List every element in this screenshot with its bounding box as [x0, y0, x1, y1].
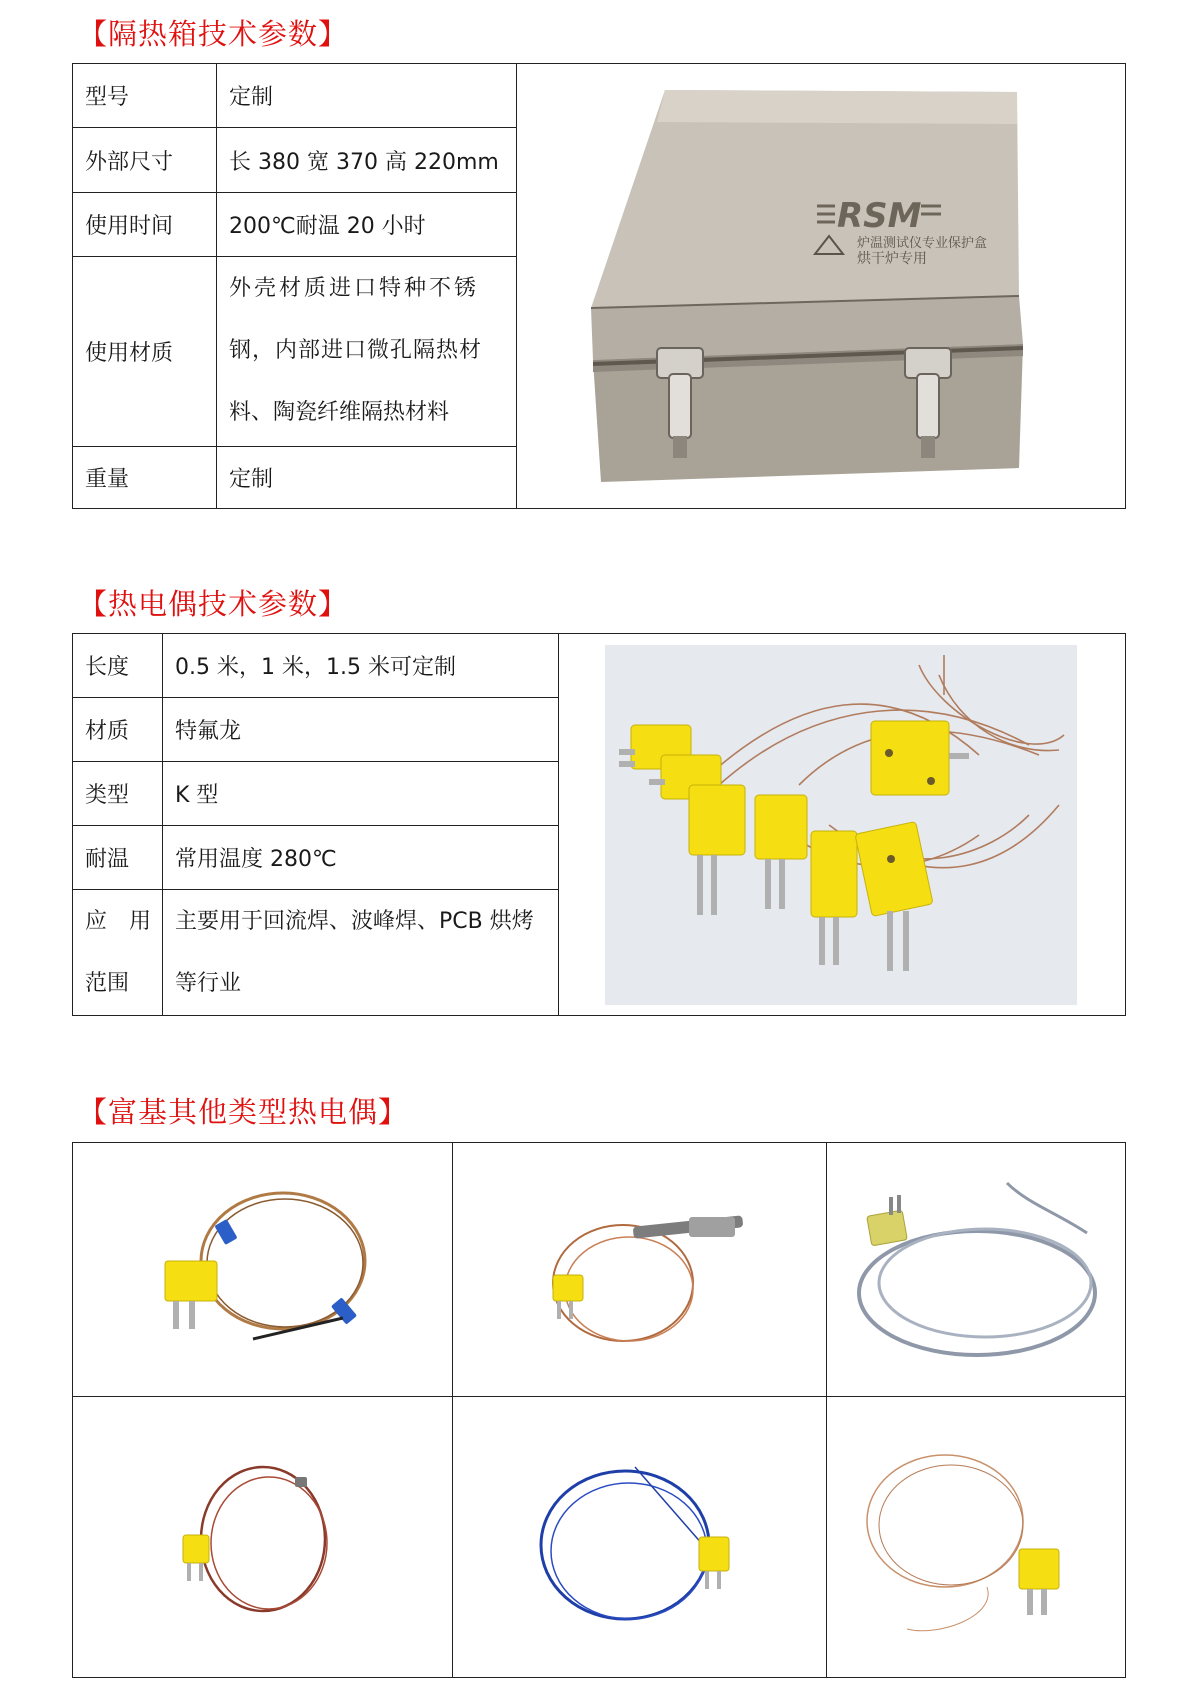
thermocouple-photo-cell	[559, 634, 1126, 1016]
spec-value: 0.5 米，1 米，1.5 米可定制	[163, 634, 559, 698]
spec-label: 材质	[73, 698, 163, 762]
product-cell	[453, 1397, 827, 1678]
thermocouple-image-1	[73, 1143, 453, 1396]
spec-value: K 型	[163, 762, 559, 826]
table-row	[73, 1143, 1126, 1397]
spec-label: 应 用 范围	[73, 890, 163, 1016]
table-row	[73, 1397, 1126, 1678]
thermocouple-image-2	[453, 1143, 827, 1396]
spec-value: 主要用于回流焊、波峰焊、PCB 烘烤 等行业	[163, 890, 559, 1016]
spec-label: 长度	[73, 634, 163, 698]
spec-value: 特氟龙	[163, 698, 559, 762]
spec-value: 定制	[217, 446, 517, 508]
svg-text:炉温测试仪专业保护盒: 炉温测试仪专业保护盒	[857, 236, 988, 251]
thermocouple-spec-table	[72, 633, 1126, 1016]
table-row	[73, 64, 1126, 128]
product-cell	[827, 1397, 1126, 1678]
svg-text:烘干炉专用: 烘干炉专用	[857, 251, 927, 267]
spec-label: 耐温	[73, 826, 163, 890]
spec-label: 类型	[73, 762, 163, 826]
spec-label: 使用时间	[73, 192, 217, 256]
table-row	[73, 634, 1126, 698]
spec-value: 常用温度 280℃	[163, 826, 559, 890]
spec-value: 长 380 宽 370 高 220mm	[217, 128, 517, 192]
insulation-box-image	[517, 64, 1126, 508]
product-cell	[73, 1143, 453, 1397]
spec-label: 使用材质	[73, 257, 217, 446]
svg-text:RSM: RSM	[837, 196, 922, 236]
product-cell	[827, 1143, 1126, 1397]
box-spec-table	[72, 63, 1126, 509]
product-cell	[73, 1397, 453, 1678]
section-title-box: 【隔热箱技术参数】	[78, 17, 349, 51]
spec-value: 定制	[217, 64, 517, 128]
box-photo-cell	[517, 64, 1126, 509]
product-grid	[72, 1142, 1126, 1678]
spec-label: 重量	[73, 446, 217, 508]
spec-value: 200℃耐温 20 小时	[217, 192, 517, 256]
spec-value: 外壳材质进口特种不锈 钢，内部进口微孔隔热材 料、陶瓷纤维隔热材料	[217, 257, 517, 446]
thermocouple-image-4	[73, 1397, 453, 1677]
spec-label: 外部尺寸	[73, 128, 217, 192]
section-title-thermocouple: 【热电偶技术参数】	[78, 587, 349, 621]
product-cell	[453, 1143, 827, 1397]
thermocouple-bundle-image	[559, 635, 1126, 1015]
thermocouple-image-3	[827, 1143, 1126, 1396]
section-title-other-types: 【富基其他类型热电偶】	[78, 1095, 409, 1129]
spec-label: 型号	[73, 64, 217, 128]
thermocouple-image-5	[453, 1397, 827, 1677]
thermocouple-image-6	[827, 1397, 1126, 1677]
